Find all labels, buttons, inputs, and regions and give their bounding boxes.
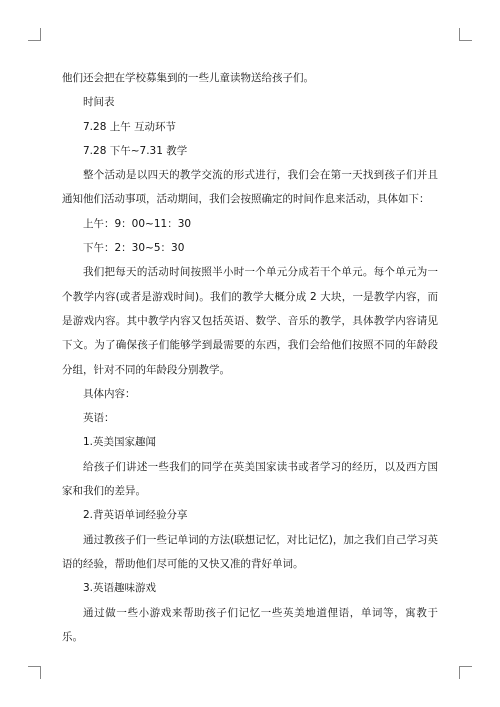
schedule-line-morning: 7.28 上午 互动环节 — [83, 120, 177, 133]
paragraph-intro-continuation: 他们还会把在学校募集到的一些儿童读物送给孩子们。 — [62, 72, 314, 84]
heading-schedule: 时间表 — [83, 96, 115, 109]
time-afternoon: 下午：2：30~5：30 — [83, 242, 185, 255]
time-morning: 上午：9：00~11：30 — [83, 217, 192, 230]
heading-details: 具体内容： — [83, 387, 136, 400]
heading-english: 英语： — [83, 412, 115, 425]
item-1-title: 1.英美国家趣闻 — [83, 436, 157, 449]
paragraph-activity-overview: 整个活动是以四天的教学交流的形式进行，我们会在第一天找到孩子们并且通知他们活动事项，活动期间，我们会按照确定的时间作息来活动，具体如下： — [62, 169, 438, 206]
item-1-body: 给孩子们讲述一些我们的同学在英美国家读书或者学习的经历，以及西方国家和我们的差异。 — [62, 460, 438, 498]
document-body — [62, 66, 438, 649]
crop-mark-top-left — [28, 28, 41, 41]
crop-mark-bottom-left — [28, 666, 41, 679]
paragraph-teaching-plan: 我们把每天的活动时间按照半小时一个单元分成若干个单元。每个单元为一个教学内容(或者是游戏时间)。我们的教学大概分成 2 大块，一是教学内容，而是游戏内容。其中教学内容又包括英语、数学、音乐的教学，具体教学内容请见下文。为了确保孩子们能够学到最需要的东西，我们会给他们按照不同的年龄段分组，针对不同的年龄段分别教学。 — [62, 266, 438, 376]
item-2-body: 通过教孩子们一些记单词的方法(联想记忆，对比记忆)，加之我们自己学习英语的经验，帮助他们尽可能的又快又准的背好单词。 — [62, 533, 438, 570]
schedule-line-afternoon: 7.28 下午~7.31 教学 — [83, 144, 188, 157]
crop-mark-top-right — [459, 28, 472, 41]
item-3-title: 3.英语趣味游戏 — [83, 582, 157, 595]
item-2-title: 2.背英语单词经验分享 — [83, 509, 188, 522]
item-3-body: 通过做一些小游戏来帮助孩子们记忆一些英美地道俚语，单词等，寓教于乐。 — [62, 606, 438, 643]
crop-mark-bottom-right — [459, 666, 472, 679]
